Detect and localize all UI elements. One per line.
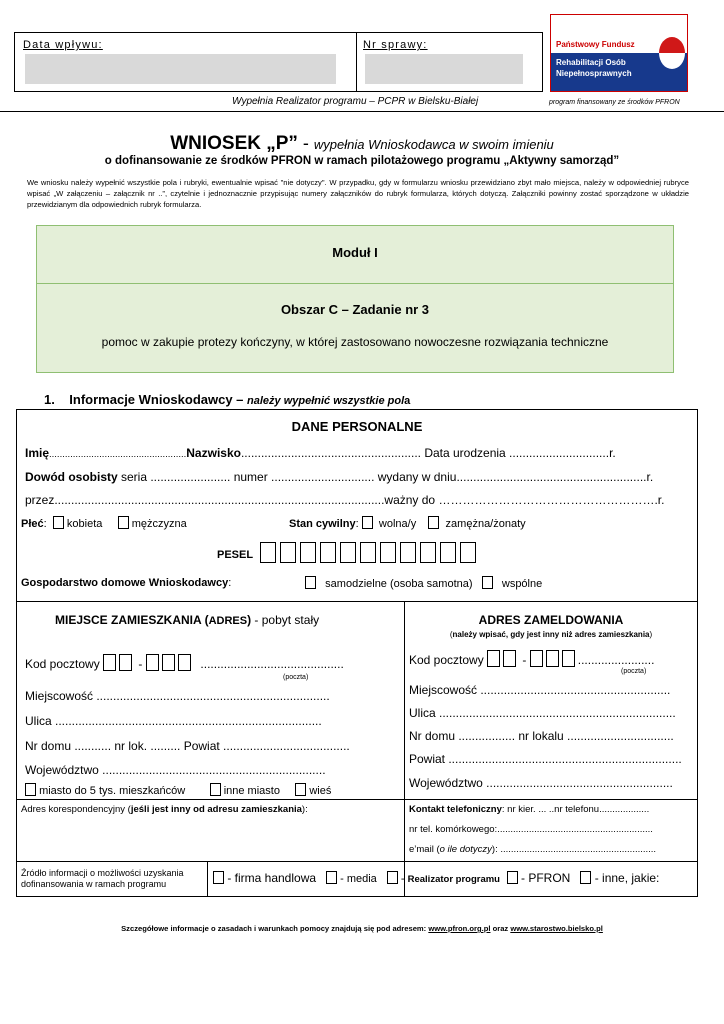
sex-female-checkbox[interactable]: [53, 516, 64, 529]
sex-male-checkbox[interactable]: [118, 516, 129, 529]
data-wplywu-field[interactable]: [23, 39, 339, 87]
registration-note: (należy wpisać, gdy jest inny niż adres zamieszkania): [449, 630, 653, 639]
starostwo-link[interactable]: www.starostwo.bielsko.pl: [510, 924, 603, 933]
household-shared-checkbox[interactable]: [482, 576, 493, 589]
registration-postcode-row[interactable]: Kod pocztowy - .......................: [409, 650, 654, 667]
nr-sprawy-label: Nr sprawy:: [363, 39, 428, 51]
header-divider: [356, 33, 357, 91]
header-rule: [0, 111, 724, 112]
phone-row[interactable]: Kontakt telefoniczny: nr kier. ... ..nr telefonu...................: [409, 804, 650, 815]
registration-street-row[interactable]: Ulica .......................................................................: [409, 706, 676, 720]
logo-text-lines: Rehabilitacji Osób Niepełnosprawnych: [556, 58, 632, 78]
residence-locality-type: miasto do 5 tys. mieszkańców inne miasto wieś: [25, 783, 331, 797]
marital-row: Stan cywilny: wolna/y zamężna/żonaty: [289, 518, 526, 530]
pfron-link[interactable]: www.pfron.org.pl: [428, 924, 491, 933]
section-1-heading: 1. Informacje Wnioskodawcy – należy wypełnić wszystkie pola: [44, 392, 411, 407]
module-box: [36, 225, 674, 373]
name-row[interactable]: Imię....................................................Nazwisko...................................................... Data urodzenia ..............................r.: [25, 446, 616, 460]
applicant-form: [16, 409, 698, 897]
pesel-boxes[interactable]: [260, 542, 480, 563]
pfron-logo: [550, 14, 688, 92]
locality-other-town-checkbox[interactable]: [210, 783, 221, 796]
residence-street-row[interactable]: Ulica ................................................................................: [25, 714, 322, 728]
nr-sprawy-field[interactable]: [363, 39, 533, 87]
financed-by-note: program finansowany ze środków PFRON: [549, 99, 680, 106]
residence-voivodeship-row[interactable]: Województwo ...................................................................: [25, 763, 326, 777]
household-row: Gospodarstwo domowe Wnioskodawcy:: [21, 577, 232, 589]
registration-house-row[interactable]: Nr domu ................. nr lokalu ................................: [409, 729, 674, 743]
data-wplywu-input[interactable]: [25, 54, 336, 84]
registration-voivodeship-row[interactable]: Województwo ........................................................: [409, 776, 673, 790]
module-description: pomoc w zakupie protezy kończyny, w której zastosowano nowoczesne rozwiązania techniczne: [101, 335, 609, 349]
personal-data-heading: DANE PERSONALNE: [291, 419, 423, 434]
module-area: Obszar C – Zadanie nr 3: [280, 302, 430, 317]
residence-postcode-row[interactable]: Kod pocztowy - ...........................................: [25, 654, 344, 671]
nr-sprawy-input[interactable]: [365, 54, 523, 84]
issued-by-row[interactable]: przez...................................................................................................ważny do ……………………………………………….r.: [25, 493, 665, 507]
source-pfron-checkbox[interactable]: [507, 871, 518, 884]
source-media-checkbox[interactable]: [326, 871, 337, 884]
id-row[interactable]: Dowód osobisty seria ........................ numer ............................... wydany w dniu.........................................................r.: [25, 470, 654, 484]
source-label: Źródło informacji o możliwości uzyskania dofinansowania w ramach programu: [21, 868, 184, 889]
marital-single-checkbox[interactable]: [362, 516, 373, 529]
logo-circle-icon: [659, 37, 685, 69]
module-title: Moduł I: [332, 245, 378, 260]
source-shop-checkbox[interactable]: [213, 871, 224, 884]
logo-text-line1: Państwowy Fundusz: [556, 40, 635, 49]
page-title: WNIOSEK „P” - wypełnia Wnioskodawca w swoim imieniu: [170, 133, 554, 154]
data-wplywu-label: Data wpływu:: [23, 39, 103, 51]
household-options: samodzielne (osoba samotna) wspólne: [305, 576, 542, 590]
footer-note: Szczegółowe informacje o zasadach i warunkach pomocy znajdują się pod adresem: www.pfron.org.pl oraz www.starostwo.bielsko.pl: [121, 924, 603, 933]
household-single-checkbox[interactable]: [305, 576, 316, 589]
marital-married-checkbox[interactable]: [428, 516, 439, 529]
registration-poczta-caption: (poczta): [621, 668, 647, 675]
filled-by-note: Wypełnia Realizator programu – PCPR w Bielsku-Białej: [232, 96, 479, 107]
residence-house-row[interactable]: Nr domu ........... nr lok. ......... Powiat ......................................: [25, 739, 350, 753]
email-row[interactable]: e’mail (o ile dotyczy): ...........................................................: [409, 844, 657, 855]
mobile-row[interactable]: nr tel. komórkowego:...........................................................: [409, 824, 653, 835]
residence-city-row[interactable]: Miejscowość ......................................................................: [25, 689, 330, 703]
locality-small-town-checkbox[interactable]: [25, 783, 36, 796]
page-subtitle: o dofinansowanie ze środków PFRON w ramach pilotażowego programu „Aktywny samorząd”: [104, 155, 620, 167]
pesel-row: PESEL: [217, 542, 480, 563]
correspondence-label[interactable]: Adres korespondencyjny (jeśli jest inny od adresu zamieszkania):: [21, 804, 308, 815]
registration-heading: ADRES ZAMELDOWANIA: [478, 613, 624, 627]
locality-village-checkbox[interactable]: [295, 783, 306, 796]
intake-box: [14, 32, 543, 92]
sex-row: Płeć: kobieta mężczyzna: [21, 518, 187, 530]
source-options: - firma handlowa - media - Realizator programu - PFRON - inne, jakie:: [213, 871, 659, 885]
registration-city-row[interactable]: Miejscowość .........................................................: [409, 683, 671, 697]
residence-heading: MIEJSCE ZAMIESZKANIA (ADRES) - pobyt stały: [55, 613, 320, 627]
registration-county-row[interactable]: Powiat ......................................................................: [409, 752, 682, 766]
source-realizator-checkbox[interactable]: [387, 871, 398, 884]
residence-poczta-caption: (poczta): [283, 674, 309, 681]
intro-text: We wniosku należy wypełnić wszystkie pola i rubryki, ewentualnie wpisać "nie dotyczy". W przypadku, gdy w formularzu wniosku przewidziano zbyt mało miejsca, należy w odpowiedniej rubryce wpisać „W załączeniu – załącznik nr ..”, czytelnie i jednoznacznie przypisując numery załączników do rubryk formularza, których dotyczą. Załączniki powinny zostać sporządzone w układzie przewidzianym dla odpowiednich rubryk formularza.: [27, 178, 689, 209]
source-other-checkbox[interactable]: [580, 871, 591, 884]
